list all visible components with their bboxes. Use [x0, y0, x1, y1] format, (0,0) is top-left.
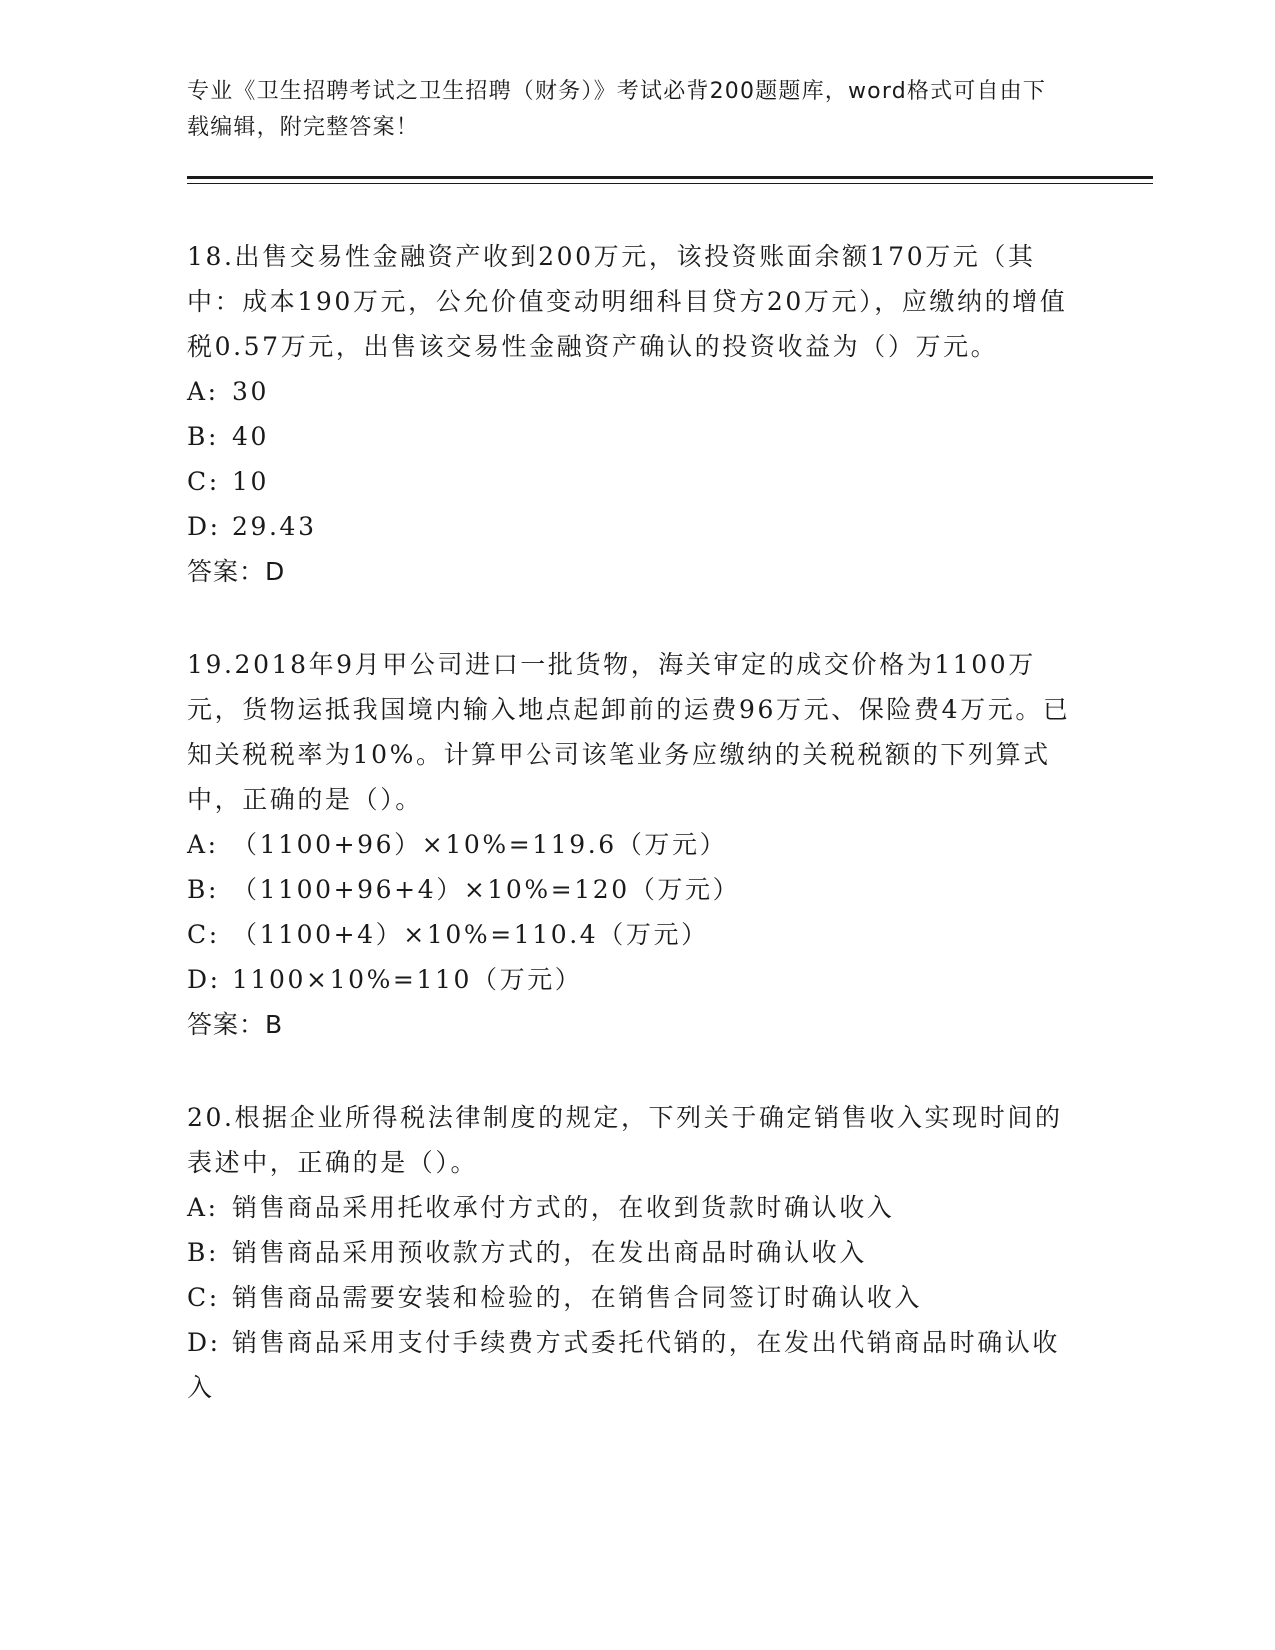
option-letter: B: [187, 875, 219, 904]
option-c [187, 459, 1077, 504]
option-letter: C: [187, 467, 220, 496]
question-18 [187, 234, 1077, 594]
option-d [187, 957, 1077, 1002]
option-c [187, 912, 1077, 957]
option-d [187, 504, 1077, 549]
option-d [187, 1320, 1077, 1410]
question-text: 19.2018年9月甲公司进口一批货物，海关审定的成交价格为1100万元，货物运抵我国境内输入地点起卸前的运费96万元、保险费4万元。已知关税税率为10%。计算甲公司该笔业务应缴纳的关税税额的下列算式中，正确的是（）。 [187, 650, 1071, 814]
option-c [187, 1275, 1077, 1320]
option-text: 30 [232, 377, 270, 406]
header-divider-thick [187, 176, 1153, 179]
question-text: 18.出售交易性金融资产收到200万元，该投资账面余额170万元（其中：成本190万元，公允价值变动明细科目贷方20万元），应缴纳的增值税0.57万元，出售该交易性金融资产确认的投资收益为（）万元。 [187, 242, 1068, 361]
option-a [187, 369, 1077, 414]
option-letter: A: [187, 377, 219, 406]
option-letter: D: [187, 1328, 221, 1357]
option-letter: A: [187, 1193, 219, 1222]
option-letter: C: [187, 920, 220, 949]
answer-line: 答案：B [187, 1010, 284, 1039]
option-b [187, 867, 1077, 912]
option-text: （1100+96）×10%=119.6（万元） [232, 830, 728, 859]
option-text: （1100+4）×10%=110.4（万元） [232, 920, 709, 949]
answer-line: 答案：D [187, 557, 286, 586]
option-letter: A: [187, 830, 219, 859]
option-a [187, 822, 1077, 867]
option-letter: D: [187, 512, 221, 541]
option-text: （1100+96+4）×10%=120（万元） [232, 875, 741, 904]
option-a [187, 1185, 1077, 1230]
option-text: 1100×10%=110（万元） [232, 965, 583, 994]
option-text: 销售商品采用托收承付方式的，在收到货款时确认收入 [232, 1193, 895, 1222]
question-20 [187, 1095, 1077, 1410]
document-header: 专业《卫生招聘考试之卫生招聘（财务）》考试必背200题题库，word格式可自由下载编辑，附完整答案！ [187, 79, 1047, 140]
option-letter: B: [187, 422, 219, 451]
header-divider-thin [187, 183, 1153, 184]
option-b [187, 1230, 1077, 1275]
option-letter: C: [187, 1283, 220, 1312]
option-text: 销售商品采用支付手续费方式委托代销的，在发出代销商品时确认收入 [187, 1328, 1061, 1402]
option-text: 40 [232, 422, 270, 451]
option-text: 销售商品采用预收款方式的，在发出商品时确认收入 [232, 1238, 867, 1267]
option-text: 29.43 [232, 512, 317, 541]
option-text: 销售商品需要安装和检验的，在销售合同签订时确认收入 [232, 1283, 923, 1312]
question-text: 20.根据企业所得税法律制度的规定，下列关于确定销售收入实现时间的表述中，正确的是（）。 [187, 1103, 1063, 1177]
question-list [187, 234, 1077, 1458]
option-text: 10 [232, 467, 270, 496]
option-letter: D: [187, 965, 221, 994]
option-letter: B: [187, 1238, 219, 1267]
option-b [187, 414, 1077, 459]
question-19 [187, 642, 1077, 1047]
